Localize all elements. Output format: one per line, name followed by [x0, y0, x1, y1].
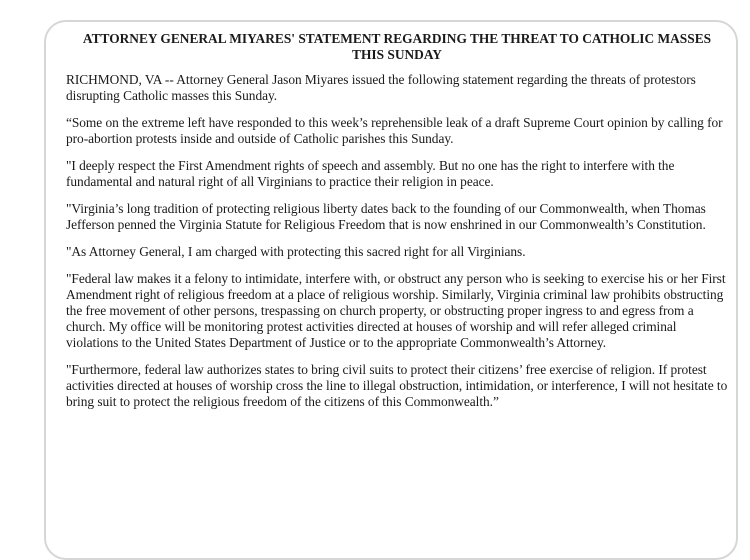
- paragraph-quote-6: "Furthermore, federal law authorizes states to bring civil suits to protect their citizens’ free exercise of religion. If protest activities directed at houses of worship cross the line to illegal obstruction, intimidation, or interference, I will not hesitate to bring suit to protect the religious freedom of the citizens of this Commonwealth.”: [66, 362, 728, 409]
- paragraph-quote-2: "I deeply respect the First Amendment rights of speech and assembly. But no one has the right to interfere with the fundamental and natural right of all Virginians to practice their religion in peace.: [66, 158, 675, 189]
- paragraph-quote-3: "Virginia’s long tradition of protecting religious liberty dates back to the founding of our Commonwealth, when Thomas Jefferson penned the Virginia Statute for Religious Freedom that is now enshrined in our Commonwealth’s Constitution.: [66, 201, 706, 232]
- paragraph-quote-4: "As Attorney General, I am charged with protecting this sacred right for all Virginians.: [66, 244, 526, 259]
- statement-content: [66, 31, 728, 421]
- paragraph-quote-5: "Federal law makes it a felony to intimidate, interfere with, or obstruct any person who is seeking to exercise his or her First Amendment right of religious freedom at a place of religious worship. Similarly, Virginia criminal law prohibits obstructing the free movement of other persons, trespassing on church property, or obstructing proper ingress to and egress from a church. My office will be monitoring protest activities directed at houses of worship and will refer alleged criminal violations to the United States Department of Justice or to the appropriate Commonwealth’s Attorney.: [66, 271, 726, 350]
- paragraph-dateline: RICHMOND, VA -- Attorney General Jason Miyares issued the following statement regarding the threats of protestors disrupting Catholic masses this Sunday.: [66, 72, 696, 103]
- statement-title: ATTORNEY GENERAL MIYARES' STATEMENT REGARDING THE THREAT TO CATHOLIC MASSES THIS SUNDAY: [82, 31, 712, 62]
- paragraph-quote-1: “Some on the extreme left have responded to this week’s reprehensible leak of a draft Supreme Court opinion by calling for pro-abortion protests inside and outside of Catholic parishes this Sunday.: [66, 115, 723, 146]
